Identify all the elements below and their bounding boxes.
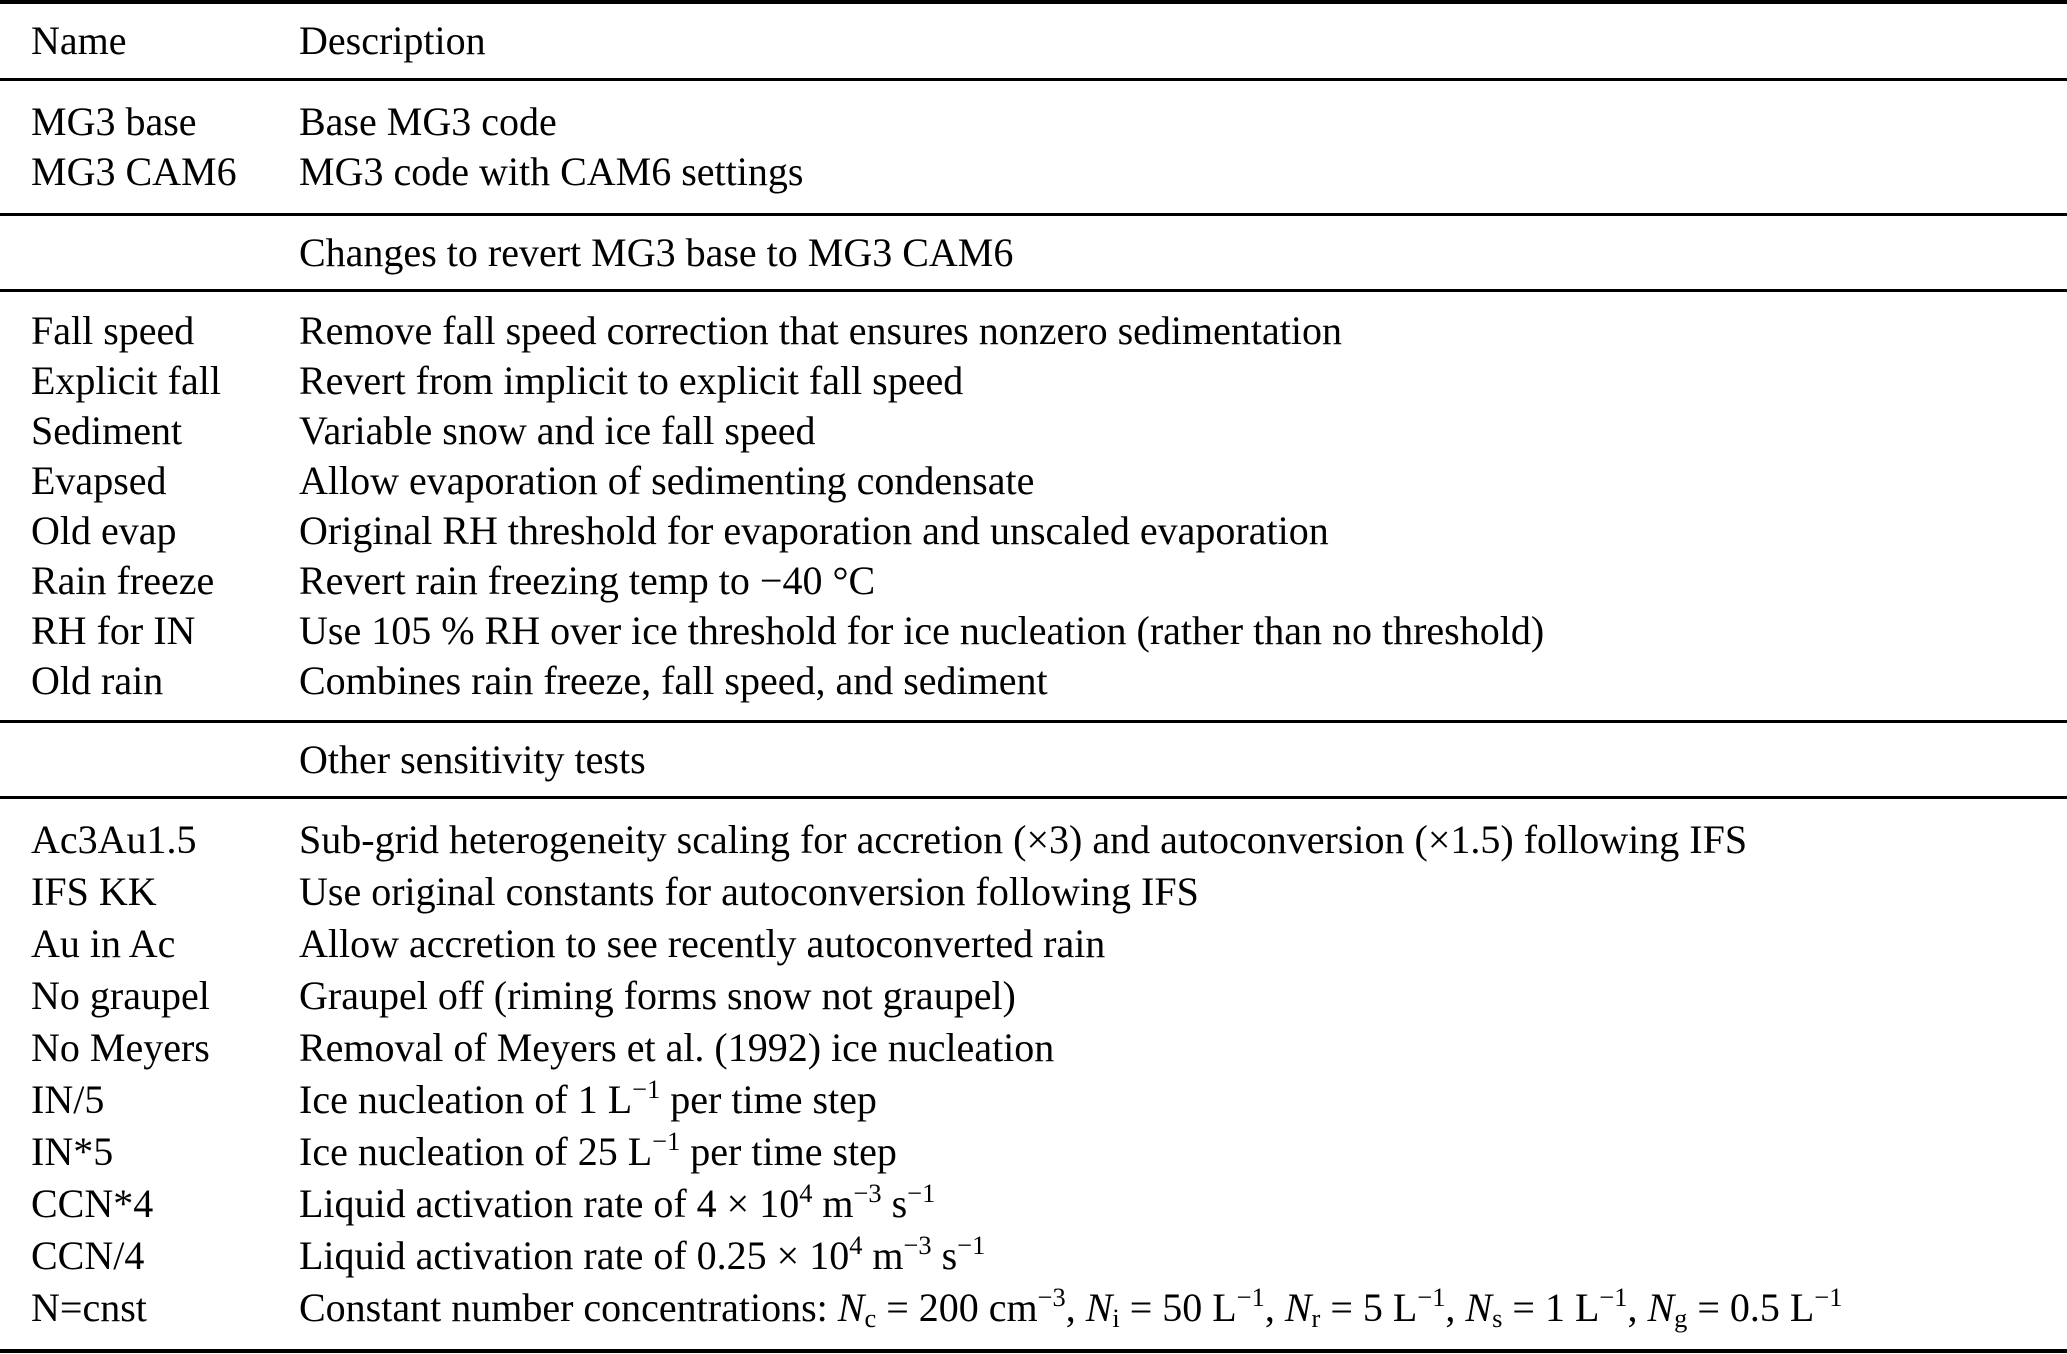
superscript: −3 xyxy=(1037,1282,1066,1313)
superscript: 4 xyxy=(849,1230,863,1261)
superscript: −3 xyxy=(853,1178,882,1209)
section-rows xyxy=(0,292,2067,720)
section-header: Other sensitivity tests xyxy=(299,737,646,782)
row-description: Allow evaporation of sedimenting condensate xyxy=(299,458,1035,503)
table-row xyxy=(0,866,2067,918)
row-name: Old rain xyxy=(31,658,164,703)
row-name: IN*5 xyxy=(31,1129,114,1174)
row-name: Ac3Au1.5 xyxy=(31,817,197,862)
superscript: −1 xyxy=(907,1178,936,1209)
row-name: Rain freeze xyxy=(31,558,215,603)
row-description: Original RH threshold for evaporation and unscaled evaporation xyxy=(299,508,1329,553)
table-row xyxy=(0,1074,2067,1126)
superscript: −1 xyxy=(1236,1282,1265,1313)
row-name: CCN*4 xyxy=(31,1181,154,1226)
row-name: CCN/4 xyxy=(31,1233,145,1278)
row-name: No Meyers xyxy=(31,1025,210,1070)
table-row xyxy=(0,656,2067,706)
row-name: IFS KK xyxy=(31,869,157,914)
row-name: N=cnst xyxy=(31,1285,147,1330)
row-description: Constant number concentrations: $N_c = 200$ $cm^{-3}$, $N_i = 50$ $L^{-1}$, $N_r = 5$ $L^{-1}$, $N_s = 1$ $L^{-1}$, $N_g = 0.5$ $L^{-1}$ xyxy=(299,1282,1843,1333)
table-row xyxy=(0,918,2067,970)
italic-symbol: N xyxy=(1085,1285,1113,1330)
subscript: c xyxy=(864,1302,877,1333)
row-name: Old evap xyxy=(31,508,177,553)
row-name: No graupel xyxy=(31,973,210,1018)
row-name: MG3 CAM6 xyxy=(31,149,237,194)
row-description: Ice nucleation of 25 $L^{-1}$ per time step xyxy=(299,1126,897,1174)
bottom-rule xyxy=(0,1349,2067,1353)
subscript: s xyxy=(1492,1302,1503,1333)
superscript: −1 xyxy=(1417,1282,1446,1313)
italic-symbol: N xyxy=(1647,1285,1675,1330)
row-name: MG3 base xyxy=(31,99,197,144)
table-row xyxy=(0,1022,2067,1074)
row-name: Sediment xyxy=(31,408,183,453)
row-description: Graupel off (riming forms snow not graupel) xyxy=(299,973,1016,1018)
superscript: −1 xyxy=(1599,1282,1628,1313)
row-description: Variable snow and ice fall speed xyxy=(299,408,816,453)
subscript: g xyxy=(1674,1302,1688,1333)
row-description: Remove fall speed correction that ensures nonzero sedimentation xyxy=(299,308,1342,353)
table-row xyxy=(0,1230,2067,1282)
row-description: Allow accretion to see recently autoconverted rain xyxy=(299,921,1106,966)
table-row xyxy=(0,406,2067,456)
row-description: Use original constants for autoconversion following IFS xyxy=(299,869,1199,914)
row-description: Revert rain freezing temp to −40 °C xyxy=(299,558,876,603)
row-name: RH for IN xyxy=(31,608,196,653)
superscript: −1 xyxy=(957,1230,986,1261)
column-header-name: Name xyxy=(31,18,127,63)
row-description: Sub-grid heterogeneity scaling for accretion (×3) and autoconversion (×1.5) following IFS xyxy=(299,817,1748,862)
table-row xyxy=(0,147,2067,197)
row-name: Explicit fall xyxy=(31,358,221,403)
table-row xyxy=(0,970,2067,1022)
italic-symbol: N xyxy=(837,1285,865,1330)
row-description: Combines rain freeze, fall speed, and sediment xyxy=(299,658,1048,703)
section-header: Changes to revert MG3 base to MG3 CAM6 xyxy=(299,230,1014,275)
row-name: Au in Ac xyxy=(31,921,176,966)
row-description: MG3 code with CAM6 settings xyxy=(299,149,804,194)
italic-symbol: N xyxy=(1284,1285,1312,1330)
table-header-row xyxy=(0,4,2067,78)
row-description: Ice nucleation of 1 $L^{-1}$ per time step xyxy=(299,1074,877,1122)
table-row xyxy=(0,456,2067,506)
italic-symbol: N xyxy=(1465,1285,1493,1330)
row-description: Liquid activation rate of $4 \times 10^4$ $m^{-3}$ $s^{-1}$ xyxy=(299,1178,936,1226)
row-description: Use 105 % RH over ice threshold for ice nucleation (rather than no threshold) xyxy=(299,608,1545,653)
table-row xyxy=(0,556,2067,606)
superscript: −3 xyxy=(903,1230,932,1261)
table-row xyxy=(0,814,2067,866)
superscript: −1 xyxy=(632,1074,661,1105)
row-name: Evapsed xyxy=(31,458,167,503)
table-row xyxy=(0,97,2067,147)
row-description: Removal of Meyers et al. (1992) ice nucleation xyxy=(299,1025,1055,1070)
subscript: i xyxy=(1112,1302,1120,1333)
table-row xyxy=(0,356,2067,406)
table-row xyxy=(0,1178,2067,1230)
superscript: −1 xyxy=(1814,1282,1843,1313)
row-name: IN/5 xyxy=(31,1077,105,1122)
section-rows xyxy=(0,799,2067,1349)
table-row xyxy=(0,1126,2067,1178)
superscript: 4 xyxy=(799,1178,813,1209)
row-name: Fall speed xyxy=(31,308,195,353)
table-body xyxy=(0,81,2067,1349)
row-description: Base MG3 code xyxy=(299,99,557,144)
table-row xyxy=(0,306,2067,356)
superscript: −1 xyxy=(652,1126,681,1157)
subscript: r xyxy=(1311,1302,1321,1333)
row-description: Liquid activation rate of $0.25 \times 10^4$ $m^{-3}$ $s^{-1}$ xyxy=(299,1230,986,1278)
table-row xyxy=(0,606,2067,656)
column-header-description: Description xyxy=(299,18,486,63)
row-description: Revert from implicit to explicit fall speed xyxy=(299,358,964,403)
table-row xyxy=(0,1282,2067,1334)
section-rows xyxy=(0,81,2067,213)
table-row xyxy=(0,506,2067,556)
